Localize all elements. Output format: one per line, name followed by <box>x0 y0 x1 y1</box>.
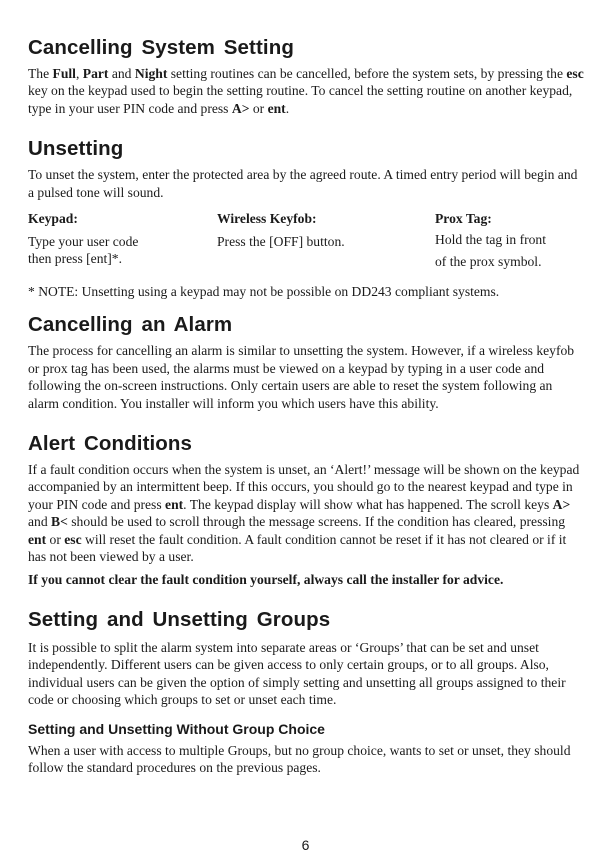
method-text: Press the [OFF] button. <box>217 234 345 250</box>
section-text: The process for cancelling an alarm is similar to unsetting the system. However, if a wireless keyfob or prox tag has been used, the alarms must be viewed on a keypad by typing in a user code and following the on-screen instructions. Only certain users are able to reset the system following an alarm condition. You installer will inform you which users have this ability. <box>28 343 575 411</box>
section-title: Unsetting <box>28 137 124 161</box>
unset-methods <box>28 210 584 273</box>
method-prox-tag <box>435 210 584 273</box>
method-heading: Prox Tag: <box>435 211 492 227</box>
subsection-title: Setting and Unsetting Without Group Choice <box>28 720 325 737</box>
section-cancelling-alarm <box>28 313 584 412</box>
subsection-text: When a user with access to multiple Groups, but no group choice, wants to set or unset, they should follow the standard procedures on the previous pages. <box>28 742 571 775</box>
method-text: then press [ent]*. <box>28 251 122 267</box>
section-unsetting <box>28 137 584 300</box>
section-text: If a fault condition occurs when the system is unset, an ‘Alert!’ message will be shown on the keypad accompanied by an intermittent beep. If this occurs, you should go to the nearest keypad and type in your PIN code and press ent. The keypad display will show what has happened. The scroll keys A> and B< should be used to scroll through the message screens. If the condition has cleared, pressing ent or esc will reset the fault condition. A fault condition cannot be reset if it has not cleared or if it has not been viewed by a user. <box>28 462 580 565</box>
section-title: Cancelling System Setting <box>28 36 294 59</box>
section-text: The Full, Part and Night setting routines can be cancelled, before the system sets, by pressing the esc key on the keypad used to begin the setting routine. To cancel the setting routine on another keypad, type in your user PIN code and press A> or ent. <box>28 66 584 116</box>
method-keyfob <box>217 210 435 273</box>
method-heading: Wireless Keyfob: <box>217 211 317 227</box>
section-text: To unset the system, enter the protected area by the agreed route. A timed entry period will begin and a pulsed tone will sound. <box>28 167 578 200</box>
method-text: of the prox symbol. <box>435 254 542 270</box>
section-groups <box>28 608 584 776</box>
method-heading: Keypad: <box>28 211 78 227</box>
section-title: Setting and Unsetting Groups <box>28 607 331 631</box>
section-cancelling-system-setting <box>28 36 584 117</box>
method-text: Type your user code <box>28 234 139 250</box>
alert-warning: If you cannot clear the fault condition yourself, always call the installer for advice. <box>28 571 504 587</box>
section-alert-conditions <box>28 432 584 588</box>
section-title: Cancelling an Alarm <box>28 313 233 337</box>
method-text: Hold the tag in front <box>435 232 546 248</box>
section-text: It is possible to split the alarm system into separate areas or ‘Groups’ that can be set and unset independently. Different users can be given access to only certain groups, or to all groups. Also, individual users can be given the option of simply setting and unsetting all groups assigned to their code or choosing which groups to set or unset each time. <box>28 639 566 708</box>
method-keypad <box>28 210 217 273</box>
unsetting-note: * NOTE: Unsetting using a keypad may not be possible on DD243 compliant systems. <box>28 284 500 300</box>
page-number: 6 <box>301 837 310 853</box>
manual-page <box>28 36 584 776</box>
section-title: Alert Conditions <box>28 432 193 456</box>
